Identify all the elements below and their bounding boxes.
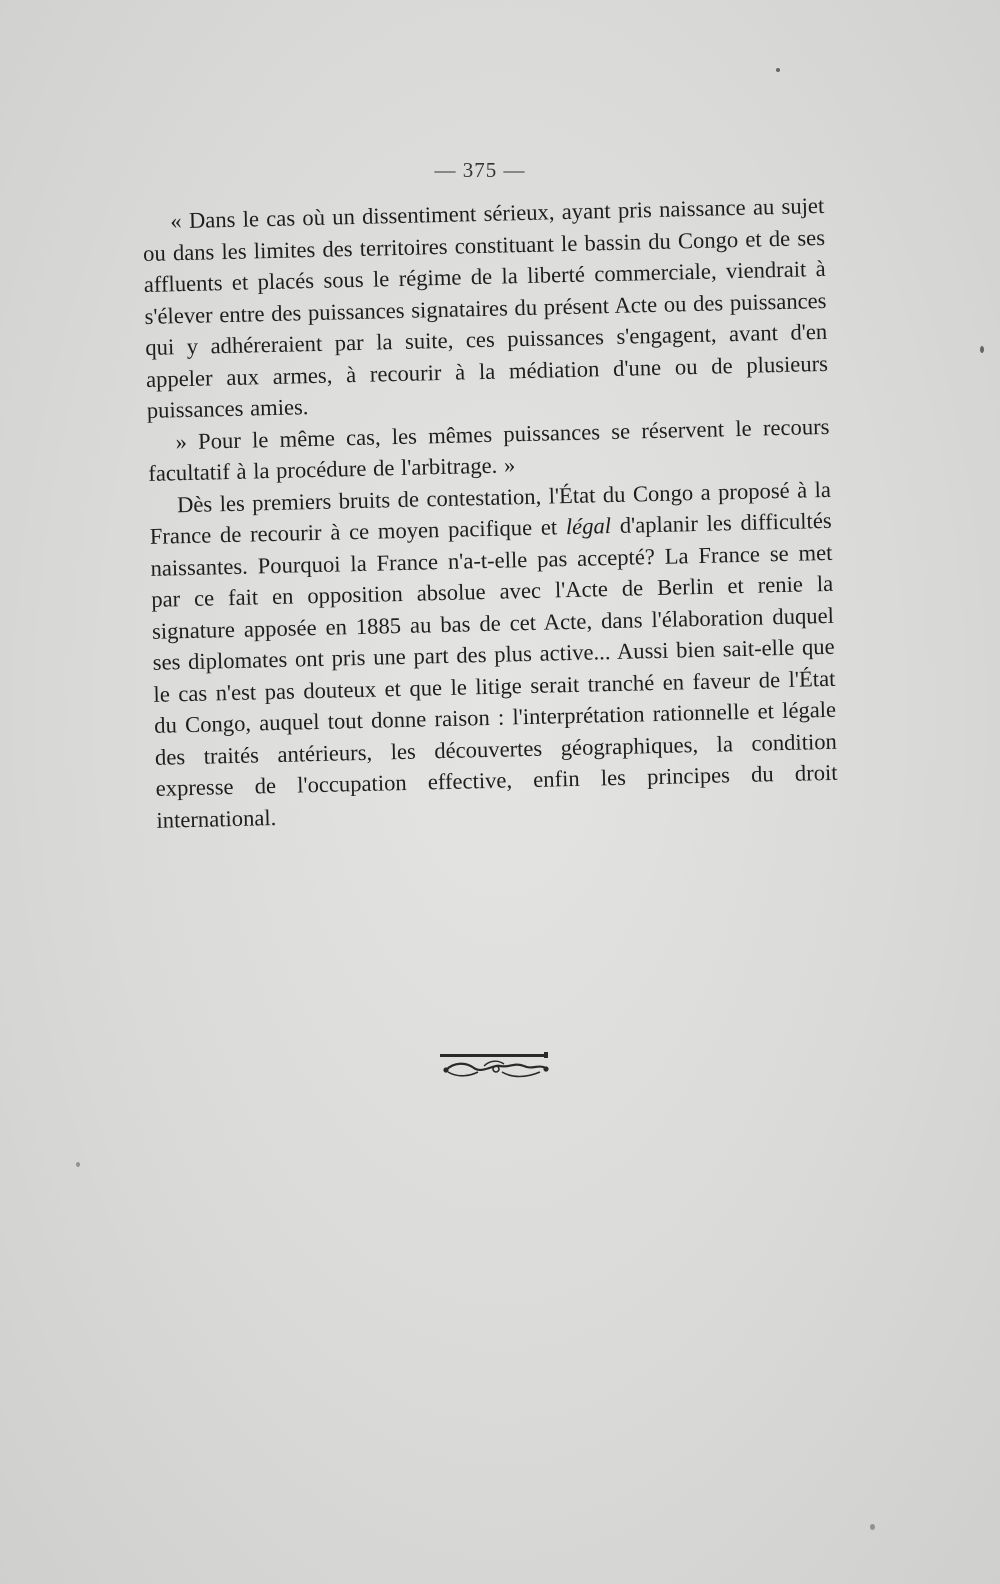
italic-word: légal [565,513,612,540]
paragraph-quote-2: » Pour le même cas, les mêmes puissances se réservent le recours facultatif à la procédure de l'arbitrage. » [148,413,830,486]
paper-speck [870,1524,875,1530]
paper-speck [76,1162,80,1167]
fleuron-ornament-icon [440,1052,552,1082]
paragraph-commentary-start: Dès les premiers bruits de contestation, l'État du Congo a proposé à la France de recourir à ce moyen pacifique et [149,476,832,549]
paragraph-commentary-rest: d'aplanir les difficultés naissantes. Pourquoi la France n'a-t-elle pas accepté? La France se met par ce fait en opposition absolue avec l'Acte de Berlin et renie la signature apposée en 1885 au bas de cet Acte, dans l'élaboration duquel ses diplomates ont pris une part des plus active... Aussi bien sait-elle que le cas n'est pas douteux et que le litige serait tranché en faveur de l'État du Congo, auquel tout donne raison : l'interprétation rationnelle et légale des traités antérieurs, les découvertes géographiques, la condition expresse de l'occupation effective, enfin les principes du droit international. [150,507,838,833]
body-text [142,190,839,836]
page-number: — 375 — [434,158,526,182]
paragraph-commentary [149,473,839,835]
paper-speck [776,68,780,72]
paper-speck [980,346,984,353]
paragraph-quote-1: « Dans le cas où un dissentiment sérieux, ayant pris naissance au sujet ou dans les limites des territoires constituant le bassin du Congo et de ses affluents et placés sous le régime de la liberté commerciale, viendrait à s'élever entre des puissances signataires du présent Acte ou des puissances qui y adhéreraient par la suite, ces puissances s'engagent, avant d'en appeler aux armes, à recourir à la médiation d'une ou de plusieurs puissances amies. [142,192,829,423]
